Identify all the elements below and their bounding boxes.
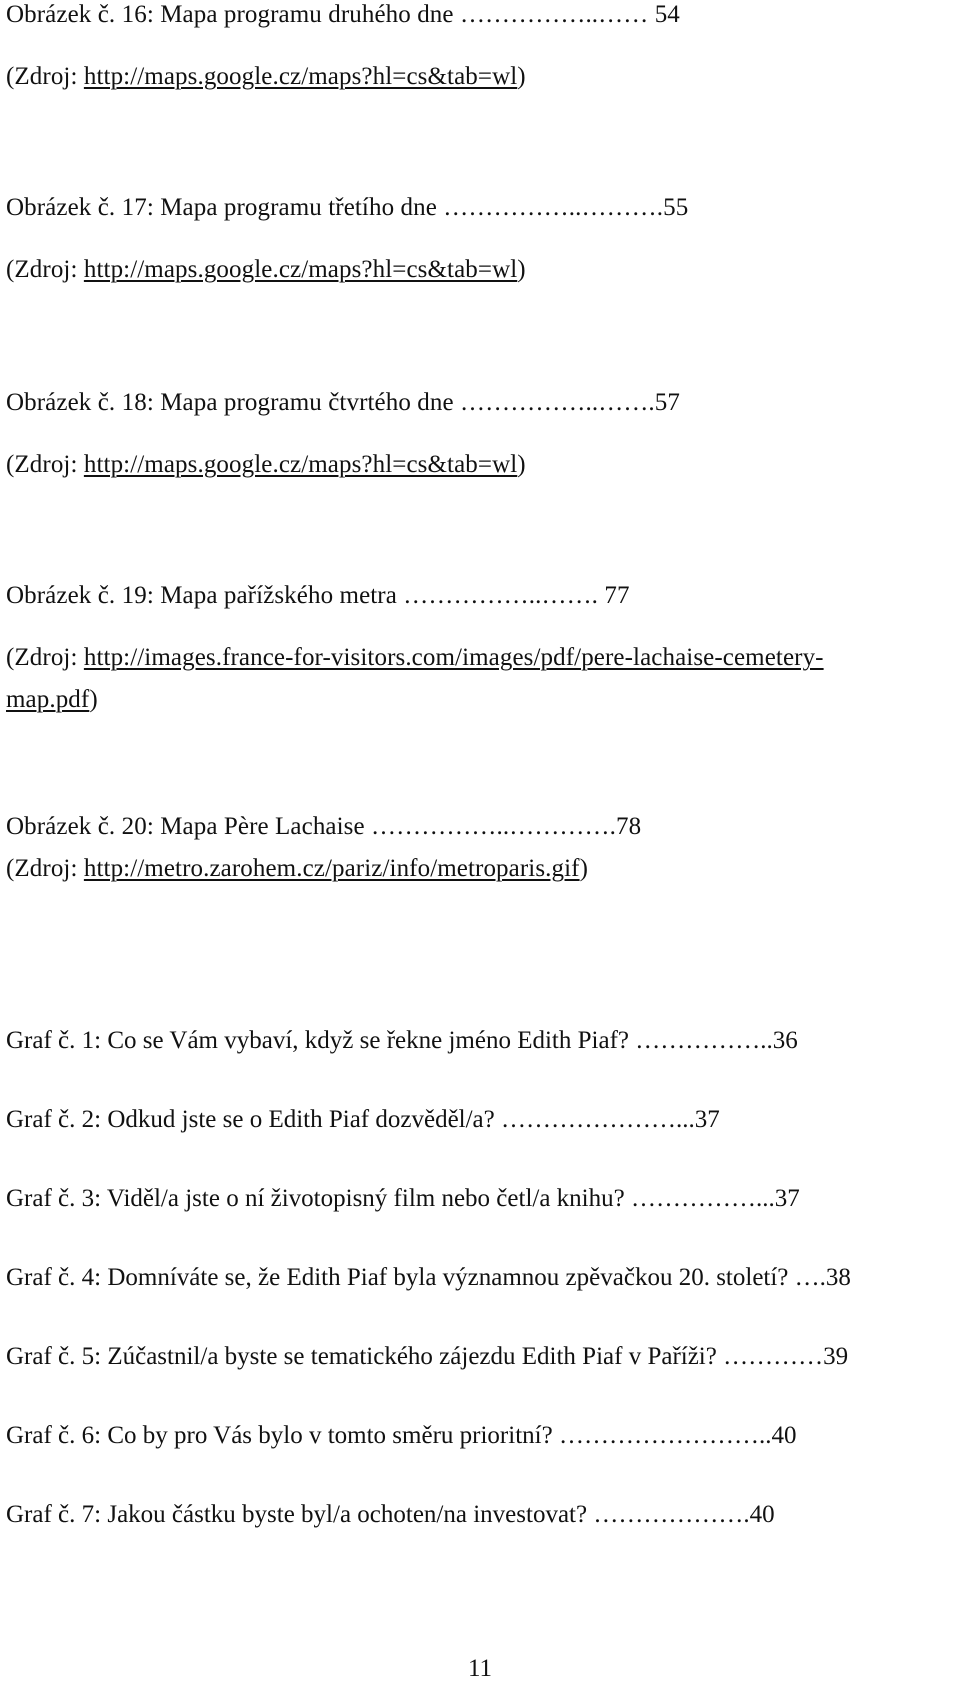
graph-entry-2 [6, 1105, 720, 1135]
graph-page-number: 38 [825, 1264, 851, 1291]
source-link[interactable]: http://maps.google.cz/maps?hl=cs&tab=wl [83, 256, 518, 283]
figure-entry-17 [6, 193, 688, 223]
figure-title: Obrázek č. 17: Mapa programu třetího dne [6, 194, 437, 221]
source-link[interactable]: http://maps.google.cz/maps?hl=cs&tab=wl [83, 63, 518, 90]
source-prefix: (Zdroj: [6, 63, 84, 90]
dot-leader: ……………..……. [396, 582, 599, 609]
graph-title: Graf č. 2: Odkud jste se o Edith Piaf dozvěděl/a? [6, 1106, 495, 1133]
graph-title: Graf č. 4: Domníváte se, že Edith Piaf byla významnou zpěvačkou 20. století? [6, 1264, 789, 1291]
graph-title: Graf č. 6: Co by pro Vás bylo v tomto směru prioritní? [6, 1422, 553, 1449]
source-prefix: (Zdroj: [6, 451, 84, 478]
figure-source-16 [6, 62, 526, 92]
graph-page-number: 40 [771, 1422, 797, 1449]
figure-entry-18 [6, 388, 680, 418]
graph-page-number: 40 [749, 1501, 775, 1528]
dot-leader: ………… [716, 1343, 824, 1370]
figure-page-number: .78 [609, 813, 642, 840]
dot-leader: …………………….. [552, 1422, 772, 1449]
figure-page-number: 77 [598, 582, 630, 609]
source-prefix: (Zdroj: [6, 855, 84, 882]
figure-source-19 [6, 643, 824, 673]
source-link[interactable]: http://images.france-for-visitors.com/images/pdf/pere-lachaise-cemetery- [83, 644, 824, 671]
source-suffix: ) [579, 855, 589, 882]
graph-entry-4 [6, 1263, 851, 1293]
dot-leader: ……………..………… [364, 813, 610, 840]
source-suffix: ) [89, 686, 98, 713]
graph-entry-7 [6, 1500, 775, 1530]
figure-page-number: 55 [663, 194, 689, 221]
dot-leader: ……………..…… [453, 1, 655, 28]
graph-title: Graf č. 7: Jakou částku byste byl/a ochoten/na investovat? [6, 1501, 588, 1528]
source-suffix: ) [517, 256, 526, 283]
graph-title: Graf č. 1: Co se Vám vybaví, když se řekne jméno Edith Piaf? [6, 1027, 629, 1054]
dot-leader: …. [788, 1264, 826, 1291]
graph-title: Graf č. 3: Viděl/a jste o ní životopisný film nebo četl/a knihu? [6, 1185, 625, 1212]
source-suffix: ) [517, 63, 526, 90]
graph-page-number: 39 [823, 1343, 849, 1370]
graph-page-number: 37 [774, 1185, 800, 1212]
figure-source-20 [6, 854, 588, 884]
figure-entry-16 [6, 0, 680, 30]
figure-source-17 [6, 255, 526, 285]
source-link-continued[interactable]: map.pdf [6, 686, 90, 713]
dot-leader: ………………. [587, 1501, 750, 1528]
figure-source-19-cont [6, 685, 98, 715]
graph-entry-5 [6, 1342, 848, 1372]
dot-leader: …………….. [629, 1027, 773, 1054]
dot-leader: ……………..……. [453, 389, 655, 416]
page-number: 11 [467, 1655, 493, 1682]
figure-entry-19 [6, 581, 630, 611]
source-link[interactable]: http://maps.google.cz/maps?hl=cs&tab=wl [83, 451, 518, 478]
dot-leader: …………………... [494, 1106, 695, 1133]
graph-title: Graf č. 5: Zúčastnil/a byste se tematického zájezdu Edith Piaf v Paříži? [6, 1343, 717, 1370]
figure-title: Obrázek č. 16: Mapa programu druhého dne [6, 1, 454, 28]
source-prefix: (Zdroj: [6, 256, 84, 283]
figure-page-number: 57 [654, 389, 680, 416]
graph-entry-3 [6, 1184, 800, 1214]
graph-page-number: 37 [694, 1106, 720, 1133]
dot-leader: ……………..………. [436, 194, 664, 221]
dot-leader: ……………... [624, 1185, 775, 1212]
figure-source-18 [6, 450, 526, 480]
source-suffix: ) [517, 451, 526, 478]
figure-title: Obrázek č. 18: Mapa programu čtvrtého dne [6, 389, 454, 416]
figure-title: Obrázek č. 20: Mapa Père Lachaise [6, 813, 365, 840]
graph-entry-6 [6, 1421, 796, 1451]
source-link[interactable]: http://metro.zarohem.cz/pariz/info/metroparis.gif [83, 855, 580, 882]
figure-entry-20 [6, 812, 641, 842]
graph-entry-1 [6, 1026, 798, 1056]
figure-page-number: 54 [654, 1, 680, 28]
source-prefix: (Zdroj: [6, 644, 84, 671]
figure-title: Obrázek č. 19: Mapa pařížského metra [6, 582, 397, 609]
graph-page-number: 36 [772, 1027, 798, 1054]
